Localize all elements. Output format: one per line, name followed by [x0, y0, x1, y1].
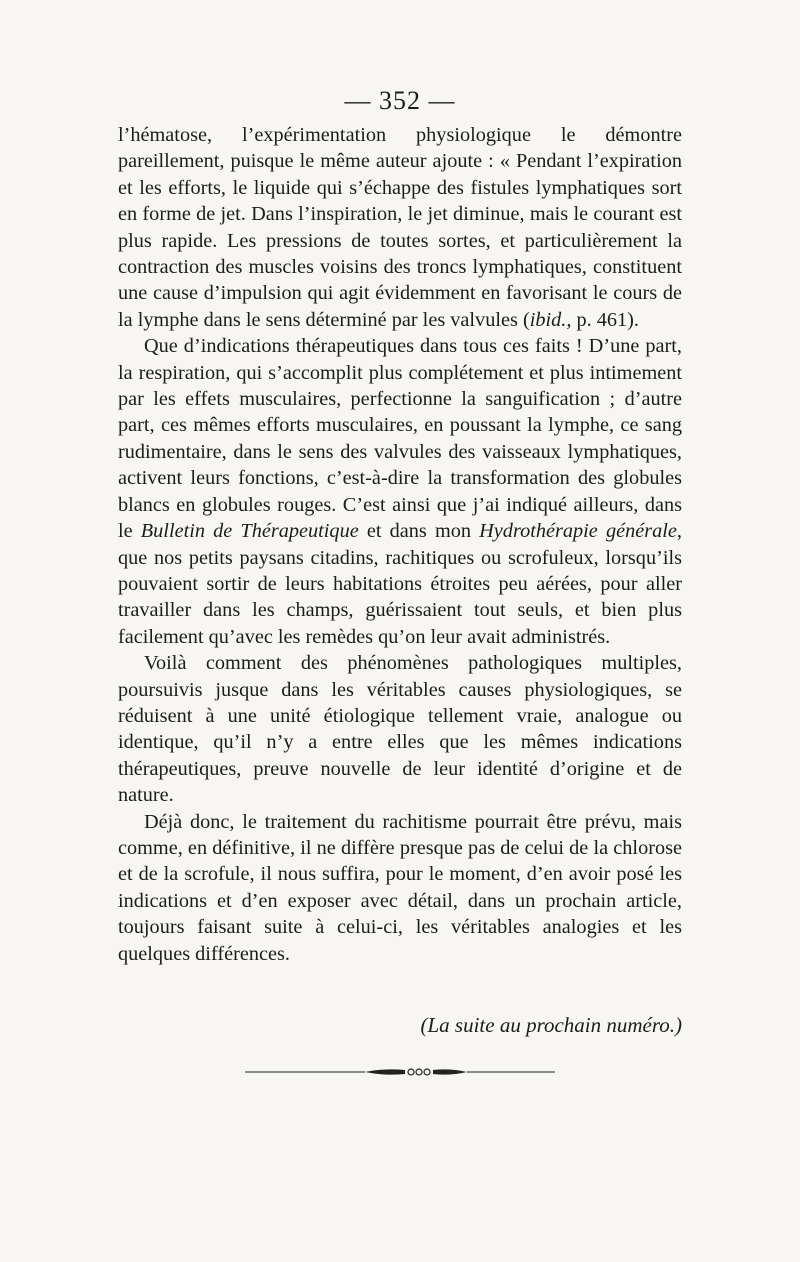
end-ornament-icon [245, 1064, 555, 1078]
paragraph-3: Voilà comment des phénomènes pathologiques multiples, poursuivis jusque dans les véritables causes physiologiques, se réduisent à une unité étiologique tellement vraie, analogue ou identique, qu’il n’y a entre elles que les mêmes indications thérapeutiques, preuve nouvelle de leur identité d’origine et de nature. [118, 652, 682, 807]
paragraph-1: l’hématose, l’expérimentation physiologique le démontre pareillement, puisque le même auteur ajoute : « Pendant l’expiration et les efforts, le liquide qui s’échappe des fistules lymphatiques sort en forme de jet. Dans l’inspiration, le jet diminue, mais le courant est plus rapide. Les pressions de toutes sortes, et particulièrement la contraction des muscles voisins des troncs lymphatiques, constituent une cause d’impulsion qui agit évidemment en favorisant le cours de la lymphe dans le sens déterminé par les valvules (ibid., p. 461). [118, 124, 682, 331]
page-number: — 352 — [344, 86, 456, 115]
body-text [118, 122, 682, 967]
paragraph-2: Que d’indications thérapeutiques dans tous ces faits ! D’une part, la respiration, qui s’accomplit plus complétement et plus intimement par les effets musculaires, perfectionne la sanguification ; d’autre part, ces mêmes efforts musculaires, en poussant la lymphe, ce sang rudimentaire, dans le sens des valvules des vaisseaux lymphatiques, activent leurs fonctions, c’est-à-dire la transformation des globules blancs en globules rouges. C’est ainsi que j’ai indiqué ailleurs, dans le Bulletin de Thérapeutique et dans mon Hydrothérapie générale, que nos petits paysans citadins, rachitiques ou scrofuleux, lorsqu’ils pouvaient sortir de leurs habitations étroites peu aérées, pour aller travailler dans les champs, guérissaient tout seuls, et bien plus facilement qu’avec les remèdes qu’on leur avait administrés. [118, 335, 682, 648]
paragraph-4: Déjà donc, le traitement du rachitisme pourrait être prévu, mais comme, en définitive, il ne diffère presque pas de celui de la chlorose et de la scrofule, il nous suffira, pour le moment, d’en avoir posé les indications et d’en exposer avec détail, dans un prochain article, toujours faisant suite à celui-ci, les véritables analogies et les quelques différences. [118, 810, 682, 965]
continuation-note-text: (La suite au prochain numéro.) [420, 1013, 682, 1037]
continuation-note [420, 1013, 682, 1038]
